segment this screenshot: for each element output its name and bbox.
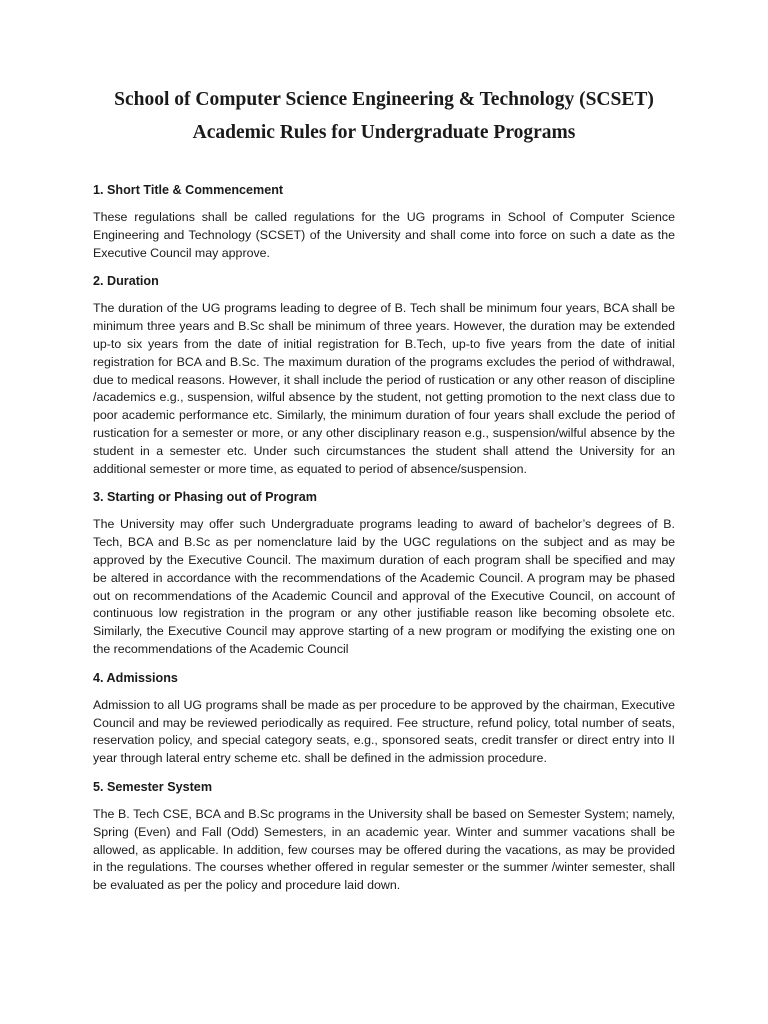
section-paragraph: The B. Tech CSE, BCA and B.Sc programs in the University shall be based on Semester System; namely, Spring (Even) and Fall (Odd) Semesters, in an academic year. Winter and summer vacations shall be allowed, as applicable. In addition, few courses may be offered during the vacations, as may be provided in the regulations. The courses whether offered in regular semester or the summer /winter semester, shall be evaluated as per the policy and procedure laid down. [93,806,675,893]
section-semester-system [93,778,675,895]
section-heading: 4. Admissions [93,670,178,685]
section-short-title [93,181,675,262]
document-subtitle: Academic Rules for Undergraduate Programs [192,122,576,143]
section-paragraph: The duration of the UG programs leading to degree of B. Tech shall be minimum four years, BCA shall be minimum three years and B.Sc shall be minimum of three years. However, the duration may be extended up-to six years from the date of initial registration for B.Tech, up-to five years from the date of initial registration for BCA and B.Sc. The maximum duration of the programs excludes the period of withdrawal, due to medical reasons. However, it shall include the period of rustication or any other reason of discipline /academics e.g., suspension, wilful absence by the student, not getting promotion to the next class due to poor academic performance etc. Similarly, the minimum duration of four years shall exclude the period of rustication for a semester or more, or any other disciplinary reason e.g., suspension/wilful absence by the student in a semester etc. Under such circumstances the student shall attend the University for an additional semester or more time, as equated to period of absence/suspension. [93,301,675,476]
section-heading: 3. Starting or Phasing out of Program [93,490,317,505]
document-body [93,181,675,905]
section-duration [93,272,675,478]
section-paragraph: The University may offer such Undergraduate programs leading to award of bachelor’s degrees of B. Tech, BCA and B.Sc as per nomenclature laid by the UGC regulations on the subject and as may be approved by the Executive Council. The maximum duration of each program shall be specified and may be altered in accordance with the recommendations of the Academic Council. A program may be phased out on recommendations of the Academic Council and approval of the Executive Council, on account of continuous low registration in the program or any other justifiable reason like becoming obsolete etc. Similarly, the Executive Council may approve starting of a new program or modifying the existing one on the recommendations of the Academic Council [93,517,675,656]
section-paragraph: Admission to all UG programs shall be made as per procedure to be approved by the chairman, Executive Council and may be reviewed periodically as required. Fee structure, refund policy, total number of seats, reservation policy, and special category seats, e.g., sponsored seats, credit transfer or direct entry into II year through lateral entry scheme etc. shall be defined in the admission procedure. [93,697,675,766]
section-starting-phasing [93,488,675,658]
section-heading: 1. Short Title & Commencement [93,183,284,197]
document-title: School of Computer Science Engineering & Technology (SCSET) [114,89,654,110]
section-paragraph: These regulations shall be called regulations for the UG programs in School of Computer Science Engineering and Technology (SCSET) of the University and shall come into force on such a date as the Executive Council may approve. [93,210,675,260]
section-heading: 5. Semester System [93,779,213,794]
section-heading: 2. Duration [93,274,159,289]
section-admissions [93,669,675,768]
